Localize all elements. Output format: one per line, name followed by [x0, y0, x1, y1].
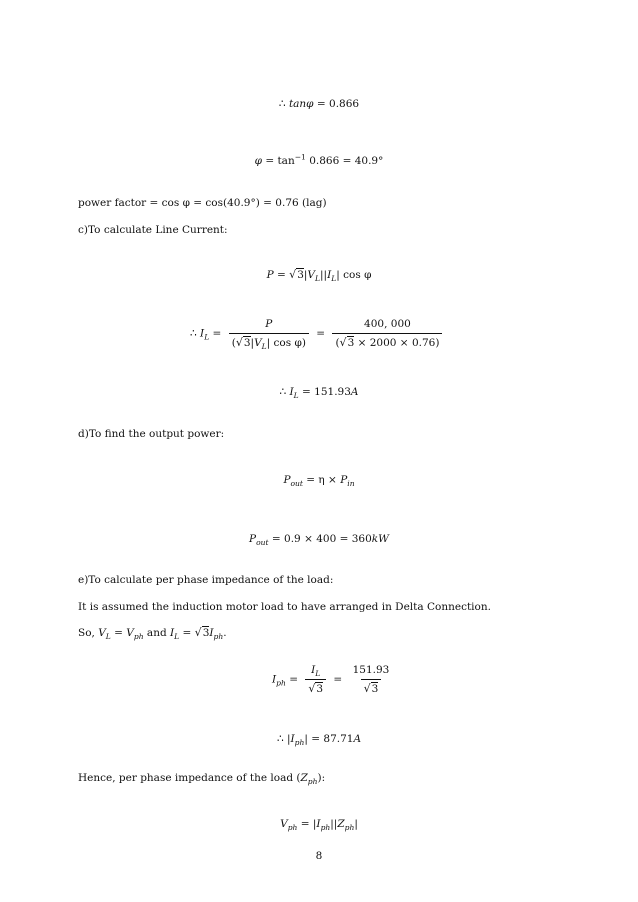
assumption-line: It is assumed the induction motor load to have arranged in Delta Connection.	[78, 601, 491, 613]
pout-value-mid: = 0.9 × 400 = 360	[271, 533, 372, 545]
so-eq2: =	[179, 627, 195, 639]
page-number: 8	[315, 850, 323, 862]
il-lhs-sub: L	[204, 332, 210, 342]
so-iph-sub: ph	[213, 632, 224, 642]
section-d-heading: d)To find the output power:	[78, 428, 225, 440]
so-end: .	[223, 627, 227, 639]
equation-line-current-fraction	[190, 318, 446, 349]
iph-eq2: =	[333, 673, 343, 686]
so-eq1: =	[110, 627, 127, 639]
power-equals: =	[277, 269, 286, 281]
section-c-heading: c)To calculate Line Current:	[78, 224, 228, 236]
vph-mid2: ||Z	[330, 818, 345, 830]
iph-lhs: I	[272, 673, 277, 686]
so-il: I	[170, 627, 175, 639]
pout-mid: = η ×	[306, 474, 341, 486]
power-vl: |V	[303, 269, 315, 281]
hence-text: Hence, per phase impedance of the load (	[78, 772, 301, 784]
phi-tan-exponent: −1	[294, 152, 306, 162]
frac2-denominator: (√3 × 2000 × 0.76)	[332, 333, 442, 350]
equation-phase-current-value	[0, 733, 638, 746]
il-value-lhs: I	[289, 386, 294, 398]
power-vl-sub: L	[315, 274, 321, 284]
so-vl-sub: L	[105, 632, 111, 642]
vph-mid2-sub: ph	[344, 823, 355, 833]
so-vph-sub: ph	[133, 632, 144, 642]
so-vl: V	[98, 627, 106, 639]
il-eq2: =	[316, 327, 326, 340]
frac1-denominator: ($√3|V_L|$ cos φ)	[229, 333, 309, 350]
frac1-numerator: P	[265, 318, 273, 330]
section-e-heading: e)To calculate per phase impedance of the load:	[78, 574, 334, 586]
pout-value-unit: kW	[371, 533, 389, 545]
iph-frac2-numerator: 151.93	[352, 664, 390, 676]
il-value-rhs: = 151.93	[302, 386, 351, 398]
so-prefix: So,	[78, 627, 99, 639]
iph-frac1-numerator: $I_L$	[311, 664, 321, 679]
pout-value-lhs: P	[249, 533, 257, 545]
power-cos: | cos φ	[336, 269, 372, 281]
iph-value-rhs: = 87.71	[311, 733, 354, 745]
power-il-sub: L	[331, 274, 337, 284]
fraction-15193-over-sqrt3	[350, 664, 393, 695]
power-lhs: P	[266, 269, 274, 281]
vph-lhs-sub: ph	[287, 823, 298, 833]
pin: P	[340, 474, 348, 486]
therefore-symbol: ∴	[279, 386, 287, 398]
so-iph: I	[209, 627, 214, 639]
iph-value-unit: A	[353, 733, 362, 745]
hence-end: ):	[317, 772, 326, 784]
power-factor-line: power factor = cos φ = cos(40.9°) = 0.76 (lag)	[78, 197, 327, 209]
so-sqrt-three: √3	[194, 626, 210, 639]
phi-lhs: φ	[254, 155, 262, 167]
frac2-numerator: 400, 000	[364, 318, 411, 330]
so-line	[78, 626, 227, 640]
tan-phi-lhs: tanφ	[288, 98, 314, 110]
iph-lhs-sub: ph	[276, 678, 286, 688]
pin-sub: in	[347, 479, 355, 489]
vph-end: |	[354, 818, 358, 830]
iph-value-sub: ph	[294, 738, 305, 748]
equation-output-power-formula	[0, 474, 638, 487]
iph-frac1-denominator: √3	[305, 679, 326, 696]
il-value-unit: A	[350, 386, 359, 398]
fraction-p-over-sqrt3-vl-cos	[229, 318, 309, 349]
equation-power	[0, 268, 638, 282]
vph-lhs: V	[280, 818, 288, 830]
so-and: and	[143, 627, 171, 639]
equation-phase-current-fraction	[272, 664, 396, 695]
vph-mid-sub: ph	[320, 823, 331, 833]
tan-phi-rhs: = 0.866	[316, 98, 360, 110]
il-lhs: I	[200, 327, 205, 340]
equation-phase-voltage	[0, 818, 638, 831]
therefore-symbol: ∴	[278, 98, 286, 110]
so-vph: V	[126, 627, 134, 639]
iph-eq1: =	[289, 673, 299, 686]
equation-output-power-value	[0, 533, 638, 546]
il-value-lhs-sub: L	[293, 391, 299, 401]
so-il-sub: L	[174, 632, 180, 642]
sqrt-three: √3	[289, 268, 304, 281]
equation-tan-phi	[0, 98, 638, 111]
therefore-symbol: ∴	[190, 327, 197, 340]
equation-phi	[0, 152, 638, 168]
fraction-400000-over-value	[332, 318, 442, 349]
vph-mid: = |I	[300, 818, 321, 830]
iph-frac2-denominator: √3	[361, 679, 382, 696]
hence-line	[78, 772, 325, 785]
power-il: ||I	[320, 269, 332, 281]
hence-z-sub: ph	[307, 777, 318, 787]
equation-line-current-value	[0, 386, 638, 399]
il-eq1: =	[212, 327, 222, 340]
hence-z: Z	[300, 772, 308, 784]
iph-value-open: |I	[286, 733, 295, 745]
pout-lhs: P	[283, 474, 291, 486]
fraction-il-over-sqrt3	[305, 664, 326, 695]
pout-value-lhs-sub: out	[256, 538, 269, 548]
phi-rhs: 0.866 = 40.9°	[309, 155, 384, 167]
therefore-symbol: ∴	[276, 733, 284, 745]
iph-value-close: |	[304, 733, 308, 745]
phi-tan: = tan	[265, 155, 295, 167]
pout-lhs-sub: out	[290, 479, 303, 489]
